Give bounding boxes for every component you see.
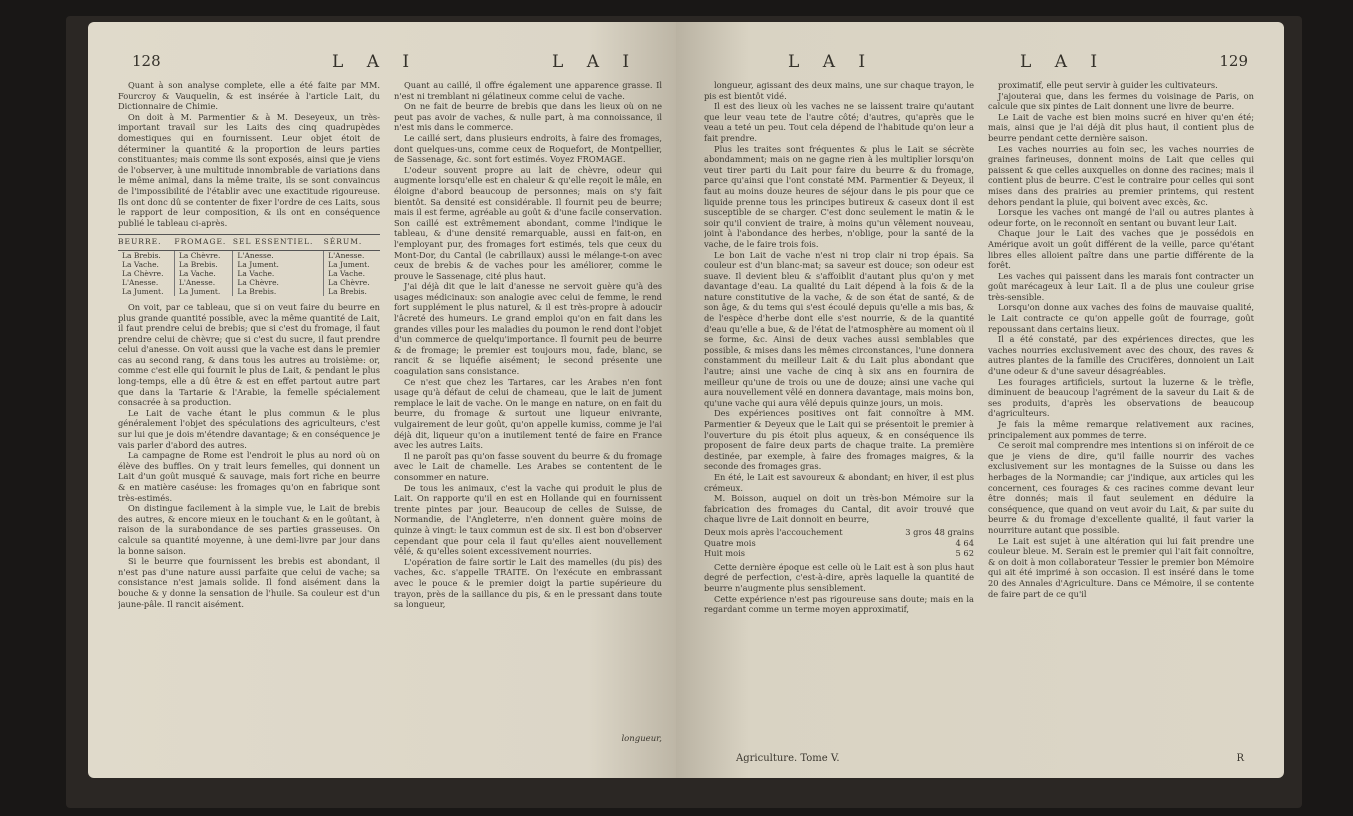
running-head-col2: L A I <box>552 52 639 72</box>
table-cell: La Jument. <box>324 260 380 269</box>
left-column-2 <box>394 80 662 760</box>
table-cell: La Jument. <box>122 286 164 296</box>
right-column-2 <box>988 80 1254 760</box>
table-cell: La Vache. <box>122 259 159 269</box>
table-cell: La Vache. <box>233 269 324 278</box>
table-row <box>118 287 380 296</box>
ledger-value: 4 64 <box>955 537 974 548</box>
body-paragraph: Le Lait de vache étant le plus commun & le plus généralement l'objet des spéculations des agriculteurs, c'est sur lui que je dois m'étendre davantage; & en conséquence je vais parler d'abord des autres. <box>118 407 380 450</box>
table-cell: La Chèvre. <box>174 250 233 260</box>
page-number: 128 <box>132 52 161 70</box>
table-cell: La Chèvre. <box>324 278 380 287</box>
body-paragraph: Quant au caillé, il offre également une apparence grasse. Il n'est ni tremblant ni gélatineux comme celui de vache. <box>394 80 662 101</box>
ledger-row <box>704 527 974 538</box>
table-cell: La Jument. <box>174 287 233 296</box>
body-paragraph: proximatif, elle peut servir à guider les cultivateurs. <box>998 80 1218 90</box>
table-cell: La Brebis. <box>324 287 380 296</box>
body-paragraph: L'opération de faire sortir le Lait des mamelles (du pis) des vaches, &c. s'appelle TRAITE. On l'exécute en embrassant avec le pouce & le premier doigt la partie supérieure du trayon, près de la saillance du pis, & en le pressant dans toute sa longueur, <box>394 556 662 610</box>
left-page <box>88 22 676 778</box>
running-head: L A I <box>332 52 419 72</box>
body-paragraph: L'odeur souvent propre au lait de chèvre, odeur qui augmente lorsqu'elle est en chaleur & qu'elle reçoit le mâle, en éloigne d'abord beaucoup de personnes; mais on s'y fait bientôt. Sa densité est considérable. Il fournit peu de beurre; mais il est ferme, agréable au goût & d'une facile conservation. Son caillé est extrêmement abondant, comme l'indique le tableau, & d'une densité remarquable, aussi en fait-on, en l'employant pur, des fromages fort estimés, tels que ceux du Mont-Dor, du Cantal (le cabrillaux) aussi le mélange-t-on avec ceux de brebis & de vaches pour les améliorer, comme le prouve le Sassenage, cité plus haut. <box>394 164 662 281</box>
ledger-label: Quatre mois <box>704 537 756 548</box>
body-paragraph: Les fourages artificiels, surtout la luzerne & le trèfle, diminuent de beaucoup l'agrément de la saveur du Lait & de ses produits, d'après les observations de beaucoup d'agriculteurs. <box>988 376 1254 419</box>
sheet-mark: R <box>1236 753 1244 764</box>
table-cell: L'Anesse. <box>324 250 380 260</box>
paragraph-block <box>118 302 380 609</box>
composition-table <box>118 234 380 296</box>
body-paragraph: Il a été constaté, par des expériences directes, que les vaches nourries exclusivement avec des choux, des raves & autres plantes de la famille des Crucifères, donnoient un Lait d'une odeur & d'une saveur désagréables. <box>988 334 1254 377</box>
table-header-cell: SÉRUM. <box>324 235 380 251</box>
body-paragraph: Il ne paroît pas qu'on fasse souvent du beurre & du fromage avec le Lait de chamelle. Les Arabes se contentent de le consommer en nature. <box>394 450 662 482</box>
body-paragraph: longueur, agissant des deux mains, une sur chaque trayon, le pis est bientôt vidé. <box>704 80 974 101</box>
body-paragraph: Cette dernière époque est celle où le Lait est à son plus haut degré de perfection, c'est-à-dire, après laquelle la quantité de beurre n'augmente plus sensiblement. <box>704 561 974 593</box>
body-paragraph: Le Lait de vache est bien moins sucré en hiver qu'en été; mais, ainsi que je l'ai déjà dit plus haut, il contient plus de beurre pendant cette dernière saison. <box>988 111 1254 143</box>
paragraph-block <box>394 80 662 610</box>
body-paragraph: On distingue facilement à la simple vue, le Lait de brebis des autres, & encore mieux en le touchant & en le goûtant, à raison de la surabondance de ses parties grasseuses. On calcule sa quantité moyenne, à une demi-livre par jour dans la bonne saison. <box>118 503 380 556</box>
body-paragraph: On ne fait de beurre de brebis que dans les lieux où on ne peut pas avoir de vaches, & nulle part, à ma connoissance, il n'est mis dans le commerce. <box>394 101 662 133</box>
body-paragraph: Les vaches nourries au foin sec, les vaches nourries de graines farineuses, donnent moins de Lait que celles qui paissent & que celles auxquelles on donne des racines; mais il contient plus de beurre. C'est le contraire pour celles qui sont mises dans des prairies au premier printems, qui restent dehors pendant la pluie, qui boivent avec excès, &c. <box>988 143 1254 207</box>
paragraph-block <box>704 562 974 615</box>
table-header-cell: FROMAGE. <box>174 235 233 251</box>
table-cell: La Vache. <box>174 269 233 278</box>
table-cell: La Brebis. <box>122 250 161 260</box>
catchword: longueur, <box>621 734 662 744</box>
body-paragraph: De tous les animaux, c'est la vache qui produit le plus de Lait. On rapporte qu'il en est en Hollande qui en fournissent trente pintes par jour. Beaucoup de celles de Suisse, de Normandie, de l'Angleterre, n'en donnent guère moins de quinze à vingt: le taux commun est de six. Il est bon d'observer cependant que pour cela il faut qu'elles aient nouvellement vêlé, & qu'elles soient excessivement nourries. <box>394 482 662 557</box>
paragraph-block <box>704 80 974 525</box>
right-page <box>676 22 1284 778</box>
paragraph-block <box>118 80 380 228</box>
body-paragraph: J'ai déjà dit que le lait d'anesse ne servoit guère qu'à des usages médicinaux: son analogie avec celui de femme, le rend fort supplément le plus naturel, & il est très-propre à adoucir l'âcreté des humeurs. Le grand emploi qu'on en fait dans les grandes villes pour les maladies du poumon le rend dont l'objet d'un commerce de quelqu'importance. Il fournit peu de beurre & de fromage; le premier est toujours mou, fade, blanc, se rancit & se liquéfie aisément; le second présente une coagulation sans consistance. <box>394 281 662 377</box>
right-column-1 <box>704 80 974 760</box>
body-paragraph: Cette expérience n'est pas rigoureuse sans doute; mais en la regardant comme un terme moyen approximatif, <box>704 593 974 615</box>
body-paragraph: Si le beurre que fournissent les brebis est abondant, il n'est pas d'une nature aussi parfaite que celui de vache; sa consistance n'est jamais solide. Il fond aisément dans la bouche & y donne la sensation de l'huile. Sa couleur est d'un jaune-pâle. Il rancit aisément. <box>118 556 380 609</box>
body-paragraph: M. Boisson, auquel on doit un très-bon Mémoire sur la fabrication des fromages du Cantal, dit avoir trouvé que chaque livre de Lait donnoit en beurre, <box>704 493 974 525</box>
body-paragraph: J'ajouterai que, dans les fermes du voisinage de Paris, on calcule que six pintes de Lait donnent une livre de beurre. <box>988 90 1254 112</box>
ledger-value: 5 62 <box>955 548 974 559</box>
table-cell: La Brebis. <box>233 287 324 296</box>
body-paragraph: Je fais la même remarque relativement aux racines, principalement aux pommes de terre. <box>988 419 1254 440</box>
body-paragraph: On doit à M. Parmentier & à M. Deseyeux, un très-important travail sur les Laits des cinq quadrupèdes domestiques qui en fournissent. Leur objet étoit de déterminer la quantité & la proportion de leurs parties constituantes; mais comme ils sont exposés, ainsi que je viens de l'observer, à une multitude innombrable de variations dans le même animal, dans la même traite, ils se sont convaincus de l'impossibilité de l'établir avec une exactitude rigoureuse. Ils ont donc dû se contenter de fixer l'ordre de ces Laits, sous le rapport de leur composition, & ils ont en conséquence publié le tableau ci-après. <box>118 111 380 228</box>
table-cell: L'Anesse. <box>174 278 233 287</box>
body-paragraph: Plus les traites sont fréquentes & plus le Lait se sécrète abondamment; mais on ne gagne rien à les multiplier lorsqu'on veut tirer parti du Lait pour faire du beurre & du fromage, parce qu'ainsi que l'ont constaté MM. Parmentier & Deyeux, il faut au moins douze heures de séjour dans le pis pour que ce liquide prenne tous les principes butireux & caseux dont il est susceptible de se charger. C'est donc seulement le matin & le soir qu'il convient de traire, à moins qu'un vêlement nouveau, joint à l'abondance des herbes, n'oblige, pour la santé de la vache, de le faire trois fois. <box>704 143 974 249</box>
table-row <box>118 250 380 260</box>
table-header-cell: SEL ESSENTIEL. <box>233 235 324 251</box>
table-cell: L'Anesse. <box>233 250 324 260</box>
table-cell: La Jument. <box>233 260 324 269</box>
running-head: L A I <box>788 52 875 72</box>
body-paragraph: Ce n'est que chez les Tartares, car les Arabes n'en font usage qu'à défaut de celui de chameau, que le lait de jument remplace le lait de vache. On le mange en nature, on en fait du beurre, du fromage & surtout une liqueur enivrante, vulgairement de leur goût, qu'on appelle kumiss, comme je l'ai déjà dit, liqueur qu'on a inutilement tenté de faire en France avec les autres Laits. <box>394 376 662 451</box>
body-paragraph: La campagne de Rome est l'endroit le plus au nord où on élève des buffles. On y trait leurs femelles, qui donnent un Lait d'un goût musqué & sauvage, mais fort riche en beurre & en matière caséuse: les fromages qu'on en fabrique sont très-estimés. <box>118 450 380 503</box>
body-paragraph: Le bon Lait de vache n'est ni trop clair ni trop épais. Sa couleur est d'un blanc-mat; sa saveur est douce; son odeur est suave. Il devient bleu & s'affoiblit d'autant plus qu'on y met davantage d'eau. La qualité du Lait dépend à la fois & de la nature constitutive de la vache, & de son état de santé, & de son âge, & du tems qui s'est écoulé depuis qu'elle a mis bas, & de l'espèce d'herbe dont elle s'est nourrie, & de la quantité d'eau qu'elle a bue, & de l'état de l'atmosphère au moment où il se forme, &c. Ainsi de deux vaches aussi semblables que possible, & mises dans les mêmes circonstances, l'une donnera constamment du meilleur Lait & du Lait plus abondant que l'autre; ainsi une vache de cinq à six ans en fournira de meilleur qu'une de trois ou une de douze; ainsi une vache qui aura nouvellement vêlé en donnera davantage, mais moins bon, qu'une vache qui aura vêlé depuis quinze jours, un mois. <box>704 249 974 408</box>
table-row <box>118 260 380 269</box>
body-paragraph: Le Lait est sujet à une altération qui lui fait prendre une couleur bleue. M. Serain est le premier qui l'ait fait connoître, & on doit à mon collaborateur Tessier le premier bon Mémoire qui ait été imprimé à son occasion. Il est inséré dans le tome 20 des Annales d'Agriculture. Dans ce Mémoire, il se contente de faire part de ce qu'il <box>988 535 1254 599</box>
ledger-label: Deux mois après l'accouchement <box>704 526 843 537</box>
paragraph-block <box>988 80 1254 599</box>
left-column-1 <box>118 80 380 760</box>
table-cell: La Vache. <box>324 269 380 278</box>
body-paragraph: En été, le Lait est savoureux & abondant; en hiver, il est plus crémeux. <box>704 471 974 493</box>
ledger-label: Huit mois <box>704 548 745 559</box>
body-paragraph: On voit, par ce tableau, que si on veut faire du beurre en plus grande quantité possible, avec la même quantité de Lait, il faut prendre celui de brebis; que si c'est du fromage, il faut prendre celui de chèvre; que si c'est du sucre, il faut prendre celui d'anesse. On voit aussi que la vache est dans le premier cas au second rang, & dans tous les autres au troisième: or, comme c'est elle qui fournit le plus de Lait, & pendant le plus long-temps, elle a dû être & est en effet partout autre part que dans la Tartarie & l'Arabie, la femelle spécialement consacrée à sa production. <box>118 301 380 408</box>
table-cell: La Chèvre. <box>122 268 164 278</box>
table-cell: L'Anesse. <box>122 277 159 287</box>
table-row <box>118 278 380 287</box>
ledger-value: 3 gros 48 grains <box>905 526 974 537</box>
table-cell: La Chèvre. <box>233 278 324 287</box>
body-paragraph: Lorsque les vaches ont mangé de l'ail ou autres plantes à odeur forte, on le reconnoît en sentant ou buvant leur Lait. <box>988 207 1254 228</box>
table-header-cell: BEURRE. <box>118 235 174 251</box>
body-paragraph: Chaque jour le Lait des vaches que je possédois en Amérique avoit un goût différent de la veille, parce qu'étant libres elles alloient paître dans une partie différente de la forêt. <box>988 228 1254 271</box>
body-paragraph: Quant à son analyse complete, elle a été faite par MM. Fourcroy & Vauquelin, & est insérée à l'article Lait, du Dictionnaire de Chimie. <box>118 80 380 112</box>
table-cell: La Brebis. <box>174 260 233 269</box>
butter-yield-ledger <box>704 527 974 559</box>
body-paragraph: Lorsqu'on donne aux vaches des foins de mauvaise qualité, le Lait contracte ce qu'on appelle goût de fourrage, goût repoussant dans certains lieux. <box>988 302 1254 334</box>
ledger-row <box>704 538 974 549</box>
table-row <box>118 269 380 278</box>
running-head-col2: L A I <box>1020 52 1107 72</box>
signature-line: Agriculture. Tome V. <box>736 753 840 764</box>
ledger-row <box>704 548 974 559</box>
page-number: 129 <box>1219 52 1248 70</box>
body-paragraph: Les vaches qui paissent dans les marais font contracter un goût marécageux à leur Lait. Il a de plus une couleur grise très-sensible. <box>988 270 1254 302</box>
body-paragraph: Il est des lieux où les vaches ne se laissent traire qu'autant que leur veau tete de l'autre côté; d'autres, qu'après que le veau a teté un peu. Tout cela dépend de l'habitude qu'on leur a fait prendre. <box>704 101 974 143</box>
body-paragraph: Le caillé sert, dans plusieurs endroits, à faire des fromages, dont quelques-uns, comme ceux de Roquefort, de Montpellier, de Sassenage, &c. sont fort estimés. Voyez FROMAGE. <box>394 132 662 165</box>
body-paragraph: Des expériences positives ont fait connoître à MM. Parmentier & Deyeux que le Lait qui se présentoit le premier à l'ouverture du pis étoit plus aqueux, & en conséquence ils proposent de faire deux parts de chaque traite. La première destinée, par exemple, à faire des fromages maigres, & la seconde des fromages gras. <box>704 408 974 472</box>
body-paragraph: Ce seroit mal comprendre mes intentions si on inféroit de ce que je viens de dire, qu'il faille nourrir des vaches exclusivement sur les montagnes de la Suisse ou dans les herbages de la Normandie; car j'indique, aux articles qui les concernent, ces fourages & ces racines comme devant leur être donnés; mais il faut seulement en déduire la conséquence, que quand on veut avoir du Lait, & par suite du beurre & du fromage d'excellente qualité, il faut varier la nourriture autant que possible. <box>988 440 1254 535</box>
